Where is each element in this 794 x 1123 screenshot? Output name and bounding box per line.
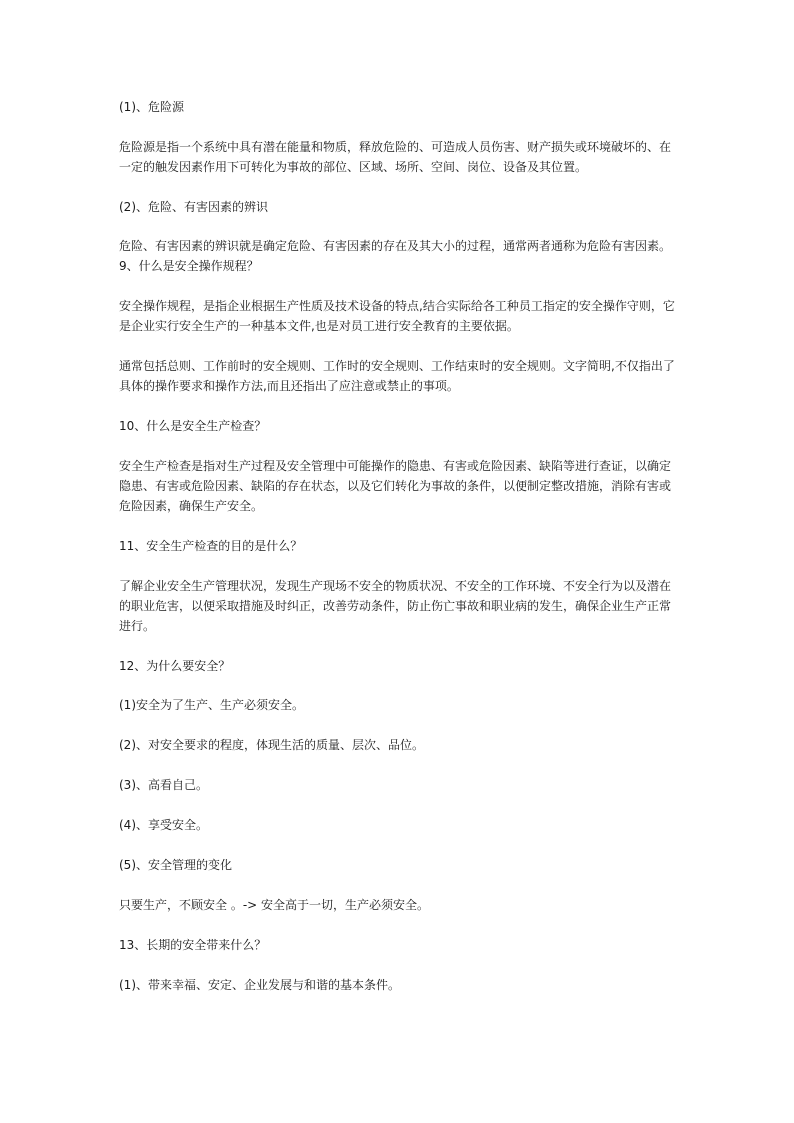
paragraph-safety-procedure-contents: 通常包括总则、工作前时的安全规则、工作时的安全规则、工作结束时的安全规则。文字简明,不仅指出了具体的操作要求和操作方法,而且还指出了应注意或禁止的事项。 [119,359,675,394]
question-heading-12: 12、为什么要安全？ [119,658,231,673]
paragraph-hazard-identification-definition: 危险、有害因素的辨识就是确定危险、有害因素的存在及其大小的过程，通常两者通称为危险有害因素。9、什么是安全操作规程？ [119,239,672,274]
question-heading-13: 13、长期的安全带来什么？ [119,938,267,953]
list-item-long-term-safety-1: (1)、带来幸福、安定、企业发展与和谐的基本条件。 [119,978,401,993]
document-body [119,97,677,1015]
section-heading-hazard-identification: (2)、危险、有害因素的辨识 [119,199,268,214]
list-item-why-safety-2: (2)、对安全要求的程度，体现生活的质量、层次、品位。 [119,738,425,753]
list-item-why-safety-5: (5)、安全管理的变化 [119,858,232,873]
list-item-why-safety-3: (3)、高看自己。 [119,778,208,793]
paragraph-safety-procedure-definition: 安全操作规程，是指企业根据生产性质及技术设备的特点,结合实际给各工种员工指定的安全操作守则，它是企业实行安全生产的一种基本文件,也是对员工进行安全教育的主要依据。 [119,299,675,334]
paragraph-inspection-purpose: 了解企业安全生产管理状况，发现生产现场不安全的物质状况、不安全的工作环境、不安全行为以及潜在的职业危害，以便采取措施及时纠正，改善劳动条件，防止伤亡事故和职业病的发生，确保企业生产正常进行。 [119,578,672,633]
list-item-why-safety-4: (4)、享受安全。 [119,818,208,833]
list-item-why-safety-1: (1)安全为了生产、生产必须安全。 [119,698,304,713]
question-heading-10: 10、什么是安全生产检查？ [119,419,267,434]
paragraph-hazard-source-definition: 危险源是指一个系统中具有潜在能量和物质，释放危险的、可造成人员伤害、财产损失或环境破坏的、在一定的触发因素作用下可转化为事故的部位、区域、场所、空间、岗位、设备及其位置。 [119,139,672,174]
section-heading-hazard-source: (1)、危险源 [119,100,184,114]
question-heading-11: 11、安全生产检查的目的是什么？ [119,539,303,554]
paragraph-safety-shift: 只要生产，不顾安全 。-> 安全高于一切，生产必须安全。 [119,898,430,913]
paragraph-safety-inspection-definition: 安全生产检查是指对生产过程及安全管理中可能操作的隐患、有害或危险因素、缺陷等进行查证，以确定隐患、有害或危险因素、缺陷的存在状态，以及它们转化为事故的条件，以便制定整改措施，消除有害或危险因素，确保生产安全。 [119,459,672,514]
